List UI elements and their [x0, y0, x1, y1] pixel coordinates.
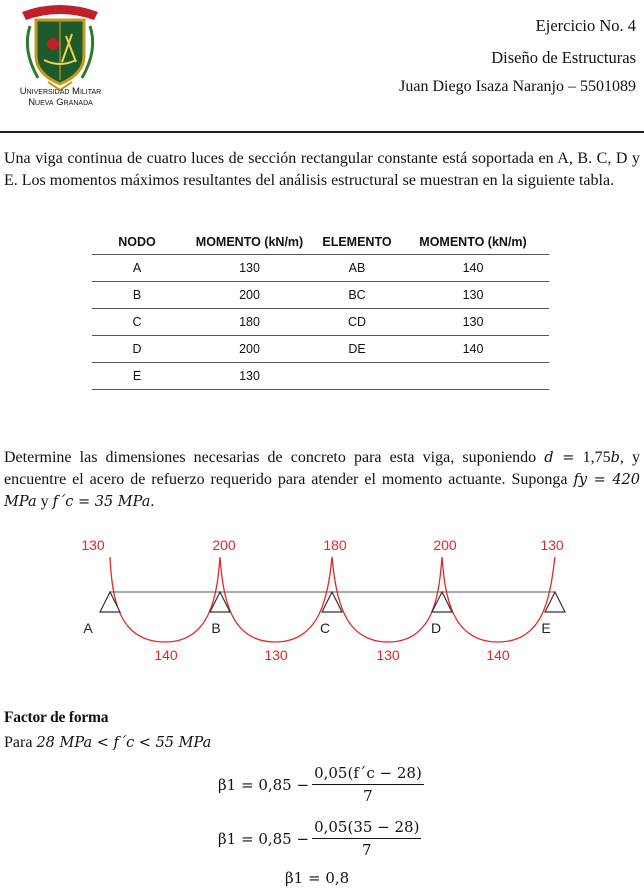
d-equation: d = — [544, 450, 575, 466]
problem-text: . — [150, 493, 155, 510]
support-triangle — [322, 592, 342, 612]
span-moment-label: 140 — [154, 647, 178, 663]
table-row — [92, 309, 549, 336]
equation-beta1-substituted — [218, 818, 421, 859]
exercise-title: Ejercicio No. 4 — [535, 16, 636, 35]
equation-lhs: β1 = 0,85 − — [218, 829, 310, 848]
header-divider — [0, 131, 644, 133]
table-cell: CD — [317, 309, 397, 336]
course-title: Diseño de Estructuras — [491, 48, 636, 67]
support-label: A — [83, 620, 93, 636]
support-label: D — [430, 620, 442, 636]
fraction-numerator: 0,05(35 − 28) — [312, 818, 421, 839]
section-heading: Factor de forma — [4, 709, 109, 726]
table-cell — [317, 363, 397, 390]
table-cell: AB — [317, 255, 397, 282]
condition-prefix: Para — [4, 734, 37, 751]
problem-text: 1,75 — [582, 449, 611, 466]
table-cell: D — [92, 336, 182, 363]
table-cell: 140 — [397, 255, 549, 282]
table-cell: 130 — [182, 363, 317, 390]
table-row — [92, 282, 549, 309]
column-header: ELEMENTO — [322, 234, 392, 249]
support-moment-label: 200 — [433, 537, 457, 553]
support-moment-label: 180 — [323, 537, 347, 553]
intro-paragraph: Una viga continua de cuatro luces de sección rectangular constante está soportada en A, B. C, D y E. Los momentos máximos resultantes del análisis estructural se muestran en la siguiente tabla. — [4, 150, 640, 189]
equation-fraction — [312, 764, 424, 805]
fc-equation: f´c = 35 MPa — [52, 494, 151, 510]
problem-text: Determine las dimensiones necesarias de concreto para esta viga, suponiendo — [4, 449, 545, 466]
equation-result: β1 = 0,8 — [285, 869, 350, 887]
table-cell: C — [92, 309, 182, 336]
logo-banner-shape — [22, 5, 98, 20]
column-header: MOMENTO (kN/m) — [195, 234, 304, 249]
support-label: E — [541, 620, 551, 636]
table-cell: E — [92, 363, 182, 390]
fraction-denominator: 7 — [363, 787, 373, 805]
table-row — [92, 363, 549, 390]
table-cell: 180 — [182, 309, 317, 336]
support-label: C — [319, 620, 331, 636]
logo-university-name: Universidad Militar Nueva Granada — [19, 86, 102, 108]
condition-math: 28 MPa < f´c < 55 MPa — [36, 735, 212, 751]
table-cell: 130 — [397, 282, 549, 309]
span-moment-label: 140 — [486, 647, 510, 663]
fraction-denominator: 7 — [361, 841, 372, 859]
table-cell: B — [92, 282, 182, 309]
author-line: Juan Diego Isaza Naranjo – 5501089 — [399, 78, 636, 95]
section-condition — [4, 734, 211, 752]
table-row — [92, 255, 549, 282]
column-header: MOMENTO (kN/m) — [419, 234, 527, 249]
table-cell: 130 — [397, 309, 549, 336]
moments-table — [92, 229, 549, 390]
problem-text: , y encuentre el acero de refuerzo requerido para atender el momento actuante. Suponga — [4, 449, 641, 488]
fraction-numerator: 0,05(f´c − 28) — [312, 764, 424, 785]
equation-beta1-result — [285, 869, 349, 887]
table-cell: BC — [317, 282, 397, 309]
table-cell: A — [92, 255, 182, 282]
table-cell: DE — [317, 336, 397, 363]
span-moment-label: 130 — [264, 647, 288, 663]
table-cell: 140 — [397, 336, 549, 363]
b-variable: b — [610, 450, 620, 466]
column-header: NODO — [118, 234, 156, 249]
table-cell: 200 — [182, 282, 317, 309]
support-moment-label: 130 — [540, 537, 564, 553]
support-label: B — [211, 620, 221, 636]
support-moment-label: 200 — [212, 537, 236, 553]
support-moment-label: 130 — [81, 537, 105, 553]
fy-equation: fy = 420 MPa — [4, 472, 640, 510]
span-moment-label: 130 — [376, 647, 400, 663]
problem-text: y — [36, 493, 53, 510]
table-header-row — [92, 229, 549, 255]
support-triangle — [100, 592, 120, 612]
table-cell: 200 — [182, 336, 317, 363]
university-logo — [8, 0, 113, 108]
logo-emblem — [47, 38, 59, 50]
table-cell — [397, 363, 549, 390]
table-cell: 130 — [182, 255, 317, 282]
beam-moment-diagram — [70, 532, 580, 667]
problem-paragraph — [4, 447, 640, 513]
equation-beta1-general — [218, 764, 424, 805]
equation-lhs: β1 = 0,85 − — [218, 775, 310, 794]
equation-fraction — [312, 818, 421, 859]
table-row — [92, 336, 549, 363]
support-triangle — [545, 592, 565, 612]
